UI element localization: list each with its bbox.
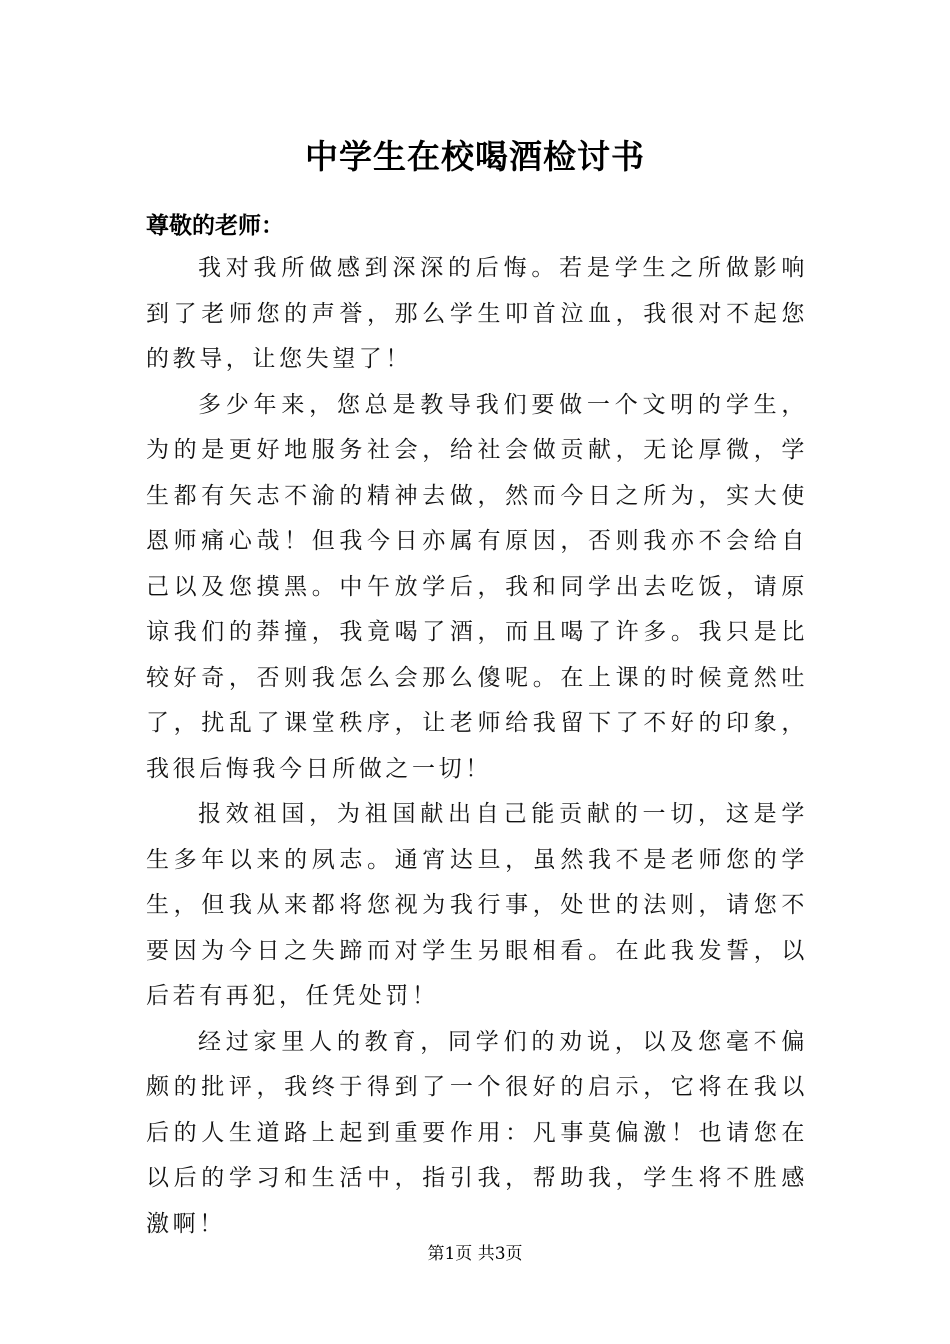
paragraph-1: 我对我所做感到深深的后悔。若是学生之所做影响到了老师您的声誉，那么学生叩首泣血，我很对不起您的教导，让您失望了！ [146,255,808,372]
paragraph-4: 经过家里人的教育，同学们的劝说，以及您毫不偏颇的批评，我终于得到了一个很好的启示，它将在我以后的人生道路上起到重要作用：凡事莫偏激！也请您在以后的学习和生活中，指引我，帮助我，学生将不胜感激啊！ [146,1028,808,1237]
paragraph-2: 多少年来，您总是教导我们要做一个文明的学生，为的是更好地服务社会，给社会做贡献，无论厚微，学生都有矢志不渝的精神去做，然而今日之所为，实大使恩师痛心哉！但我今日亦属有原因，否则我亦不会给自己以及您摸黑。中午放学后，我和同学出去吃饭，请原谅我们的莽撞，我竟喝了酒，而且喝了许多。我只是比较好奇，否则我怎么会那么傻呢。在上课的时候竟然吐了，扰乱了课堂秩序，让老师给我留下了不好的印象，我很后悔我今日所做之一切！ [146,391,808,782]
document-body [146,246,808,1247]
document-title: 中学生在校喝酒检讨书 [305,137,645,176]
paragraph-3: 报效祖国，为祖国献出自己能贡献的一切，这是学生多年以来的夙志。通宵达旦，虽然我不是老师您的学生，但我从来都将您视为我行事，处世的法则，请您不要因为今日之失蹄而对学生另眼相看。在此我发誓，以后若有再犯，任凭处罚！ [146,801,808,1009]
page-number-footer: 第1页 共3页 [427,1244,523,1264]
salutation: 尊敬的老师： [146,212,284,239]
